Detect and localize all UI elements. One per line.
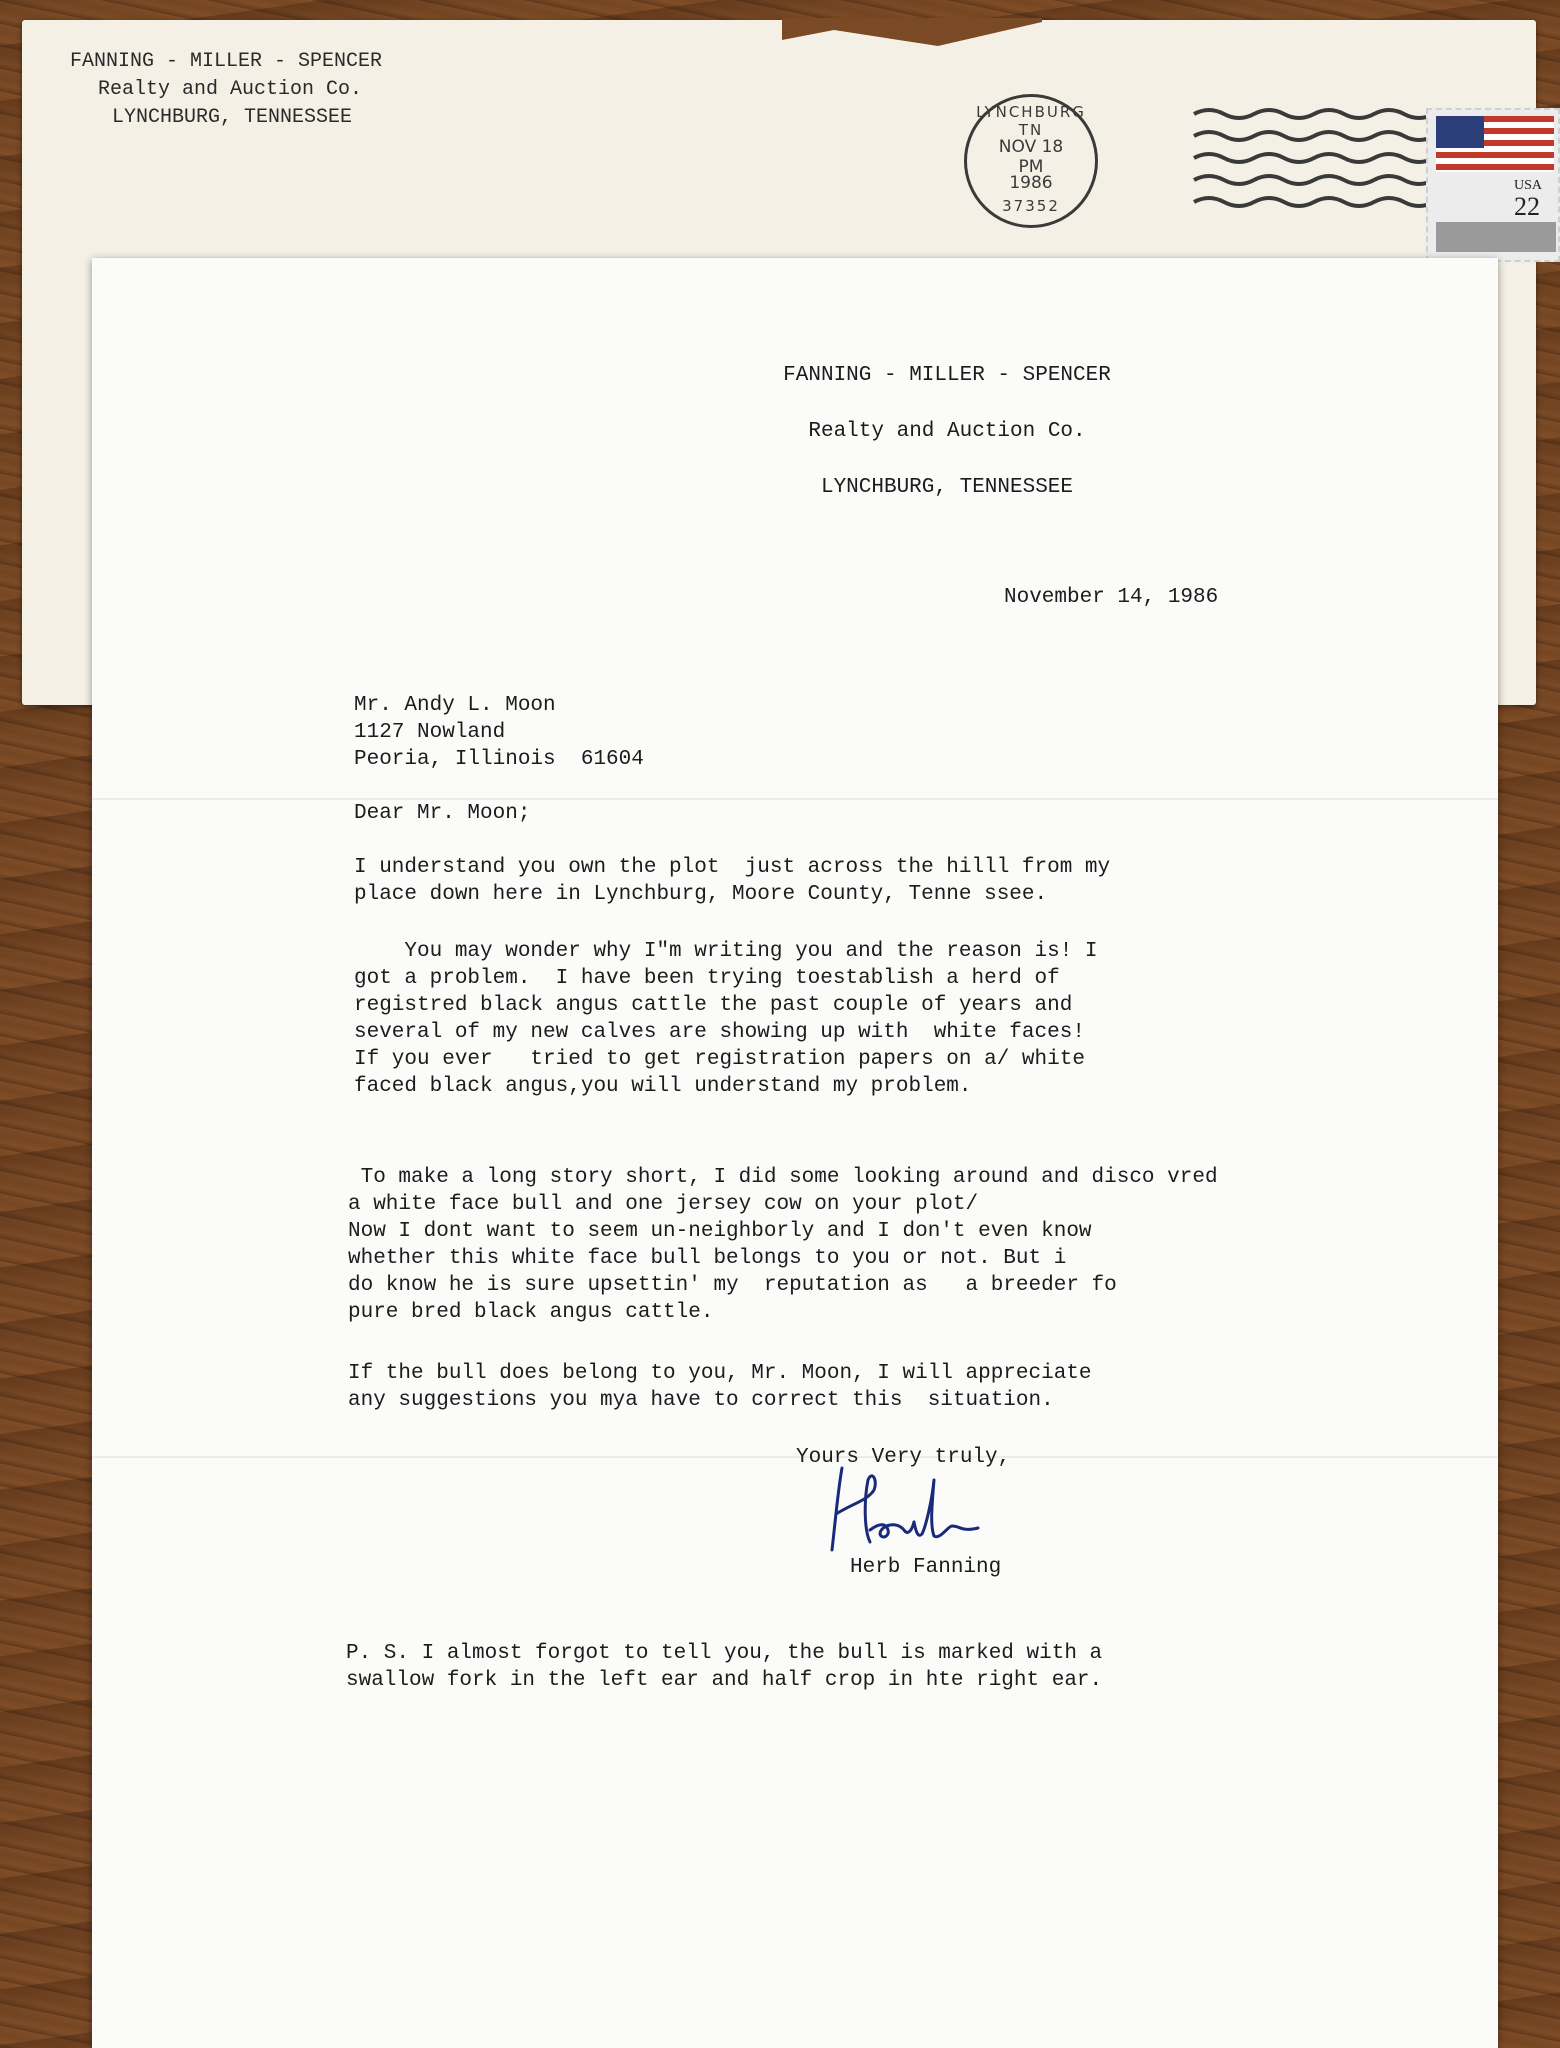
envelope-return-address: [70, 48, 382, 132]
recipient-address: [354, 692, 644, 773]
handwritten-signature: [812, 1460, 980, 1556]
recipient-street: 1127 Nowland: [354, 721, 506, 744]
postmark-city: LYNCHBURG TN: [976, 103, 1086, 139]
body-paragraph: To make a long story short, I did some looking around and disco vred a white face bull and one jersey cow on your plot/ Now I dont want to seem un-neighborly and I don't even know whether this white face bull belongs to you or not. But i do know he is sure upsettin' my reputation as a breeder fo pure bred black angus cattle.: [348, 1166, 1218, 1324]
postmark-circle: [964, 94, 1098, 228]
body-paragraph: You may wonder why I"m writing you and the reason is! I got a problem. I have been trying toestablish a herd of registred black angus cattle the past couple of years and several of my new calves are showing up with white faces! If you ever tried to get registration papers on a/ white faced black angus,you will understand my problem.: [354, 940, 1098, 1098]
stamp-value: 22: [1514, 192, 1540, 221]
letter-date: November 14, 1986: [1004, 586, 1219, 609]
postmark-year: 1986: [1009, 173, 1053, 193]
signer-name: Herb Fanning: [850, 1556, 1002, 1579]
salutation: Dear Mr. Moon;: [354, 802, 531, 825]
cancellation-wave-lines: [1194, 106, 1434, 226]
capitol-icon: [1436, 222, 1556, 252]
fold-line: [92, 1456, 1498, 1458]
closing: Yours Very truly,: [796, 1446, 1011, 1469]
letterhead-location: LYNCHBURG, TENNESSEE: [820, 476, 1074, 499]
letterhead-company: FANNING - MILLER - SPENCER: [783, 364, 1111, 387]
envelope-torn-edge: [782, 18, 1042, 58]
return-address-line: Realty and Auction Co.: [98, 78, 363, 101]
letterhead-business: Realty and Auction Co.: [808, 420, 1086, 443]
stamp-country: USA: [1514, 178, 1543, 193]
body-paragraph: I understand you own the plot just across the hilll from my place down here in Lynchburg, Moore County, Tenne ssee.: [354, 856, 1111, 906]
letter-page: [92, 258, 1498, 2048]
return-address-line: LYNCHBURG, TENNESSEE: [112, 106, 353, 129]
postmark-zip: 37352: [1002, 197, 1060, 215]
body-paragraph: If the bull does belong to you, Mr. Moon, I will appreciate any suggestions you mya have to correct this situation.: [348, 1362, 1092, 1412]
flag-icon: [1436, 116, 1554, 172]
postage-stamp: [1426, 108, 1560, 262]
fold-line: [92, 798, 1498, 800]
postscript: P. S. I almost forgot to tell you, the bull is marked with a swallow fork in the left ear and half crop in hte right ear.: [346, 1642, 1103, 1692]
recipient-name: Mr. Andy L. Moon: [354, 694, 556, 717]
return-address-line: FANNING - MILLER - SPENCER: [70, 50, 383, 73]
recipient-city: Peoria, Illinois 61604: [354, 748, 644, 771]
postmark-date: NOV 18 PM: [998, 137, 1064, 177]
